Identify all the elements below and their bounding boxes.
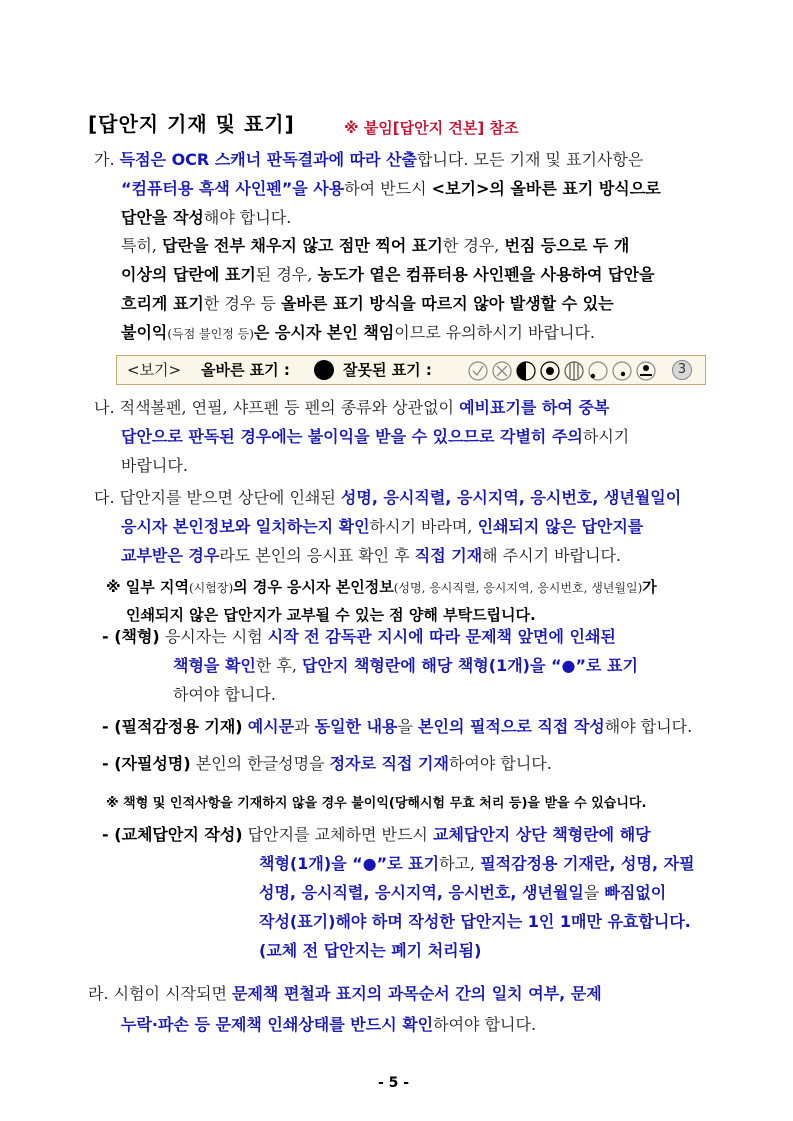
- na-line1-rest: 적색볼펜, 연필, 샤프펜 등 펜의 종류와 상관없이: [119, 398, 460, 417]
- signature-label: - (자필성명): [102, 754, 191, 773]
- ga-line1-rest: 합니다. 모든 기재 및 표기사항은: [417, 150, 644, 169]
- dot-circle-icon: [541, 362, 559, 380]
- ga-p2-line4-d: 이므로 유의하시기 바랍니다.: [394, 323, 596, 342]
- da-line3-mid: 라도 본인의 응시표 확인 후: [219, 546, 415, 565]
- signature-line: [102, 747, 552, 780]
- note-line1-c: 의 경우 응시자 본인정보: [233, 578, 394, 596]
- ga-line3-bold: 답안을 작성: [121, 208, 204, 227]
- booklet-line2-bold2: 답안지 책형란에 해당 책형(1개)을 “●”로 표기: [302, 656, 638, 675]
- item-ga-marker: 가.: [94, 150, 115, 169]
- handwriting-f: 해야 합니다.: [604, 717, 693, 736]
- ga-p2-line4-c: 은 응시자 본인 책임: [253, 323, 395, 342]
- na-line2-rest: 하시기: [582, 427, 630, 446]
- handwriting-e: 본인의 필적으로 직접 작성: [418, 717, 605, 736]
- replace-line3-bold2: 빠짐없이: [604, 883, 667, 902]
- da-line3-rest: 해 주시기 바랍니다.: [482, 546, 622, 565]
- booklet-line2-bold: 책형을 확인: [173, 656, 256, 675]
- replace-line1-bold: 교체답안지 상단 책형란에 해당: [432, 825, 651, 844]
- ra-line2-rest: 하여야 합니다.: [433, 1015, 537, 1034]
- item-da-marker: 다.: [94, 488, 115, 507]
- ra-line1-bold: 문제책 편철과 표지의 과목순서 간의 일치 여부, 문제: [232, 984, 602, 1003]
- ga-line1-bold: 득점은 OCR 스캐너 판독결과에 따라 산출: [119, 150, 417, 169]
- ra-line1-rest: 시험이 시작되면: [113, 984, 233, 1003]
- ra-line2: [121, 1008, 536, 1041]
- replace-line2-bold: 책형(1개)을 “●”로 표기: [259, 854, 440, 873]
- handwriting-d: 을: [397, 717, 419, 736]
- ga-p2-line1-d: 번짐 등으로 두 개: [504, 236, 630, 255]
- item-ra-marker: 라.: [88, 984, 109, 1003]
- wrong-marking-label: 잘못된 표기 :: [343, 361, 432, 379]
- booklet-line1-bold: 시작 전 감독관 지시에 따라 문제책 앞면에 인쇄된: [267, 627, 616, 646]
- handwriting-a: 예시문: [247, 717, 295, 736]
- da-line3: [121, 539, 621, 572]
- ga-p2-line4: [121, 316, 595, 351]
- booklet-line3: 하여야 합니다.: [173, 685, 276, 704]
- ga-p2-line1-b: 답란을 전부 채우지 않고 점만 찍어 표기: [162, 236, 443, 255]
- ga-p2-line3-c: 올바른 표기 방식을 따르지 않아 발생할 수 있는: [280, 294, 614, 313]
- handwriting-label: - (필적감정용 기재): [102, 717, 243, 736]
- signature-a: 본인의 한글성명을: [195, 754, 330, 773]
- cross-circle-icon: [493, 362, 511, 380]
- ra-line2-bold: 누락·파손 등 문제책 인쇄상태를 반드시 확인: [121, 1015, 434, 1034]
- omission-note: ※ 책형 및 인적사항을 기재하지 않을 경우 불이익(당해시험 무효 처리 등)을 받을 수 있습니다.: [106, 796, 647, 811]
- note-line2: 인쇄되지 않은 답안지가 교부될 수 있는 점 양해 부탁드립니다.: [126, 606, 536, 624]
- note-line1-e: 가: [642, 578, 657, 596]
- handwriting-c: 동일한 내용: [314, 717, 398, 736]
- na-line2-bold: 답안으로 판독된 경우에는 불이익을 받을 수 있으므로 각별히 주의: [121, 427, 583, 446]
- check-circle-icon: [469, 362, 487, 380]
- wrong-marks-icons: [467, 360, 697, 382]
- da-line2-bold: 응시자 본인정보와 일치하는지 확인: [121, 517, 370, 536]
- item-na-marker: 나.: [94, 398, 115, 417]
- attachment-reference: ※ 붙임[답안지 견본] 참조: [344, 119, 519, 137]
- section-title: [답안지 기재 및 표기]: [88, 112, 295, 136]
- example-label: <보기>: [127, 361, 182, 379]
- replace-line3-bold: 성명, 응시직렬, 응시지역, 응시번호, 생년월일: [259, 883, 584, 902]
- filled-circle-icon: [314, 360, 334, 380]
- booklet-line1-rest: 응시자는 시험: [164, 627, 268, 646]
- da-line2-mid: 하시기 바라며,: [369, 517, 478, 536]
- replace-label: - (교체답안지 작성): [102, 825, 243, 844]
- handwriting-b: 과: [294, 717, 315, 736]
- ga-line2-bold: “컴퓨터용 흑색 사인펜”을 사용: [121, 179, 345, 198]
- ga-p2-line1-c: 한 경우,: [442, 236, 505, 255]
- booklet-line2-mid: 한 후,: [255, 656, 303, 675]
- ga-p2-line4-a: 불이익: [121, 323, 168, 342]
- correct-marking-label: 올바른 표기 :: [201, 361, 290, 379]
- note-line1-d: (성명, 응시직렬, 응시지역, 응시번호, 생년월일): [393, 581, 643, 595]
- ga-p2-line3-a: 흐리게 표기: [121, 294, 204, 313]
- booklet-label: - (책형): [102, 627, 160, 646]
- ga-line3-rest: 해야 합니다.: [203, 208, 292, 227]
- ga-line2-bold2: <보기>의 올바른 표기 방식으로: [431, 179, 661, 198]
- dot-center-circle-icon: [613, 362, 631, 380]
- note-line1-a: ※ 일부 지역: [106, 578, 189, 596]
- da-line2-bold2: 인쇄되지 않은 답안지를: [477, 517, 644, 536]
- striped-circle-icon: [565, 362, 583, 380]
- ga-p2-line1-a: 특히,: [121, 236, 163, 255]
- da-line3-bold: 교부받은 경우: [121, 546, 220, 565]
- na-line1-bold: 예비표기를 하여 중복: [459, 398, 610, 417]
- ga-p2-line2-b: 된 경우,: [255, 265, 318, 284]
- page-number: - 5 -: [378, 1075, 410, 1091]
- na-line3: 바랍니다.: [121, 456, 188, 475]
- numbered-circle-icon: 3: [672, 360, 692, 380]
- dot-left-circle-icon: [589, 362, 607, 380]
- ga-line2-mid: 하여 반드시: [344, 179, 432, 198]
- ga-p2-line3-b: 한 경우 등: [203, 294, 281, 313]
- ga-p2-line2-a: 이상의 답란에 표기: [121, 265, 256, 284]
- da-line1-bold: 성명, 응시직렬, 응시지역, 응시번호, 생년월일이: [340, 488, 682, 507]
- da-line1-rest: 답안지를 받으면 상단에 인쇄된: [119, 488, 341, 507]
- handwriting-line: [102, 710, 692, 743]
- half-circle-icon: [517, 362, 535, 380]
- replace-line3-mid: 을: [583, 883, 605, 902]
- face-circle-icon: [637, 362, 655, 380]
- note-line1-b: (시험장): [189, 581, 234, 595]
- marking-example-box: [116, 355, 706, 385]
- signature-c: 하여야 합니다.: [448, 754, 552, 773]
- signature-b: 정자로 직접 기재: [329, 754, 449, 773]
- replace-line4: 작성(표기)해야 하며 작성한 답안지는 1인 1매만 유효합니다.: [259, 912, 691, 931]
- ga-p2-line4-b: (득점 불인정 등): [167, 327, 254, 341]
- da-line3-bold2: 직접 기재: [414, 546, 483, 565]
- replace-line2-mid: 하고,: [439, 854, 481, 873]
- replace-line1-rest: 답안지를 교체하면 반드시: [247, 825, 433, 844]
- ga-p2-line2-c: 농도가 옅은 컴퓨터용 사인펜을 사용하여 답안을: [317, 265, 655, 284]
- replace-line2-bold2: 필적감정용 기재란, 성명, 자필: [480, 854, 695, 873]
- item-ra: [88, 977, 602, 1010]
- replace-line5: (교체 전 답안지는 폐기 처리됨): [259, 941, 482, 960]
- na-line2: [121, 420, 629, 453]
